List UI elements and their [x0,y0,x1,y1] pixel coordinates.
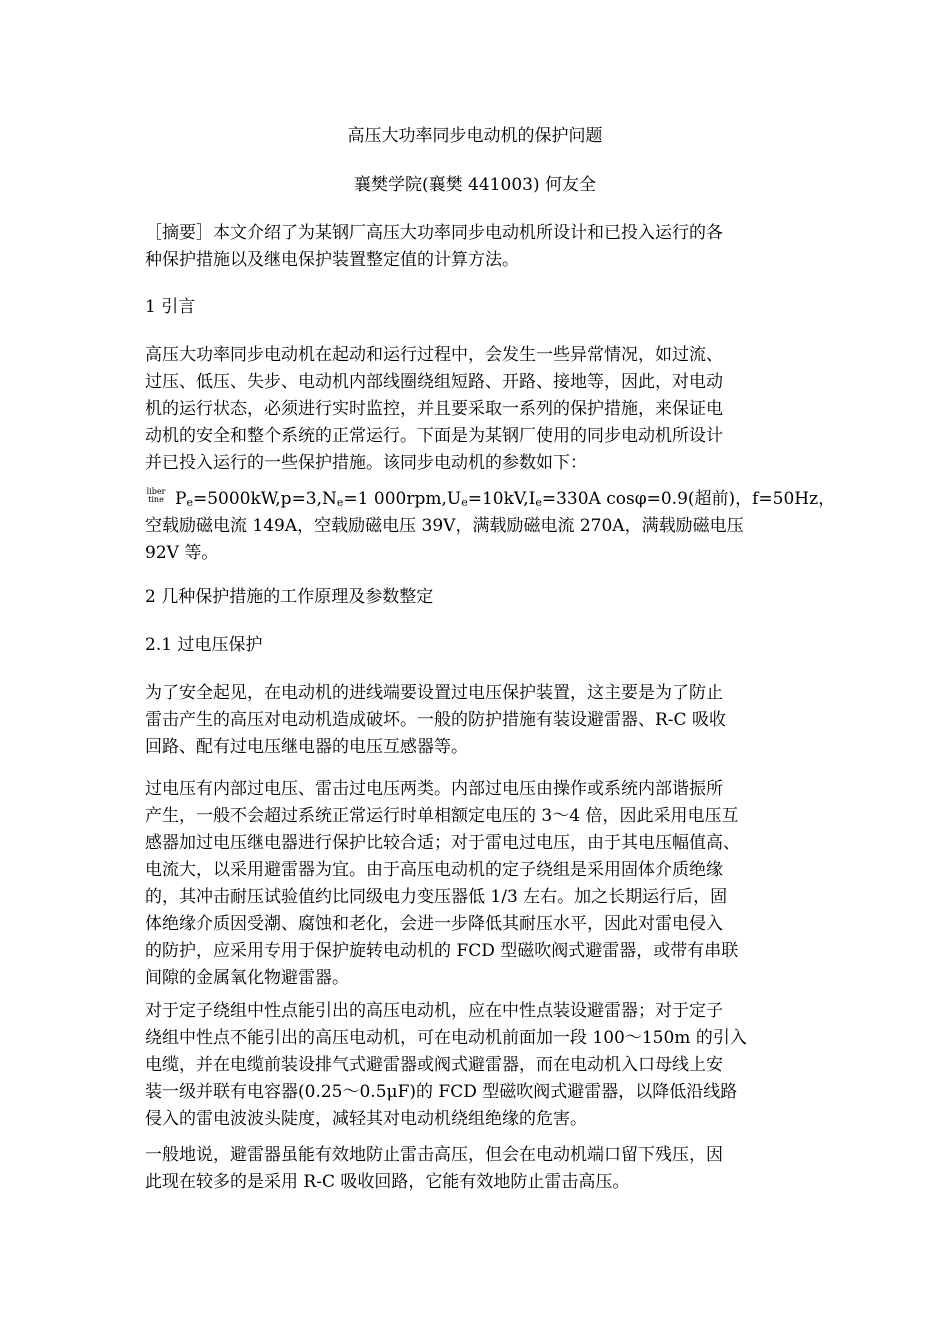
section-heading: 2 几种保护措施的工作原理及参数整定 [145,587,434,607]
subscript: e [535,496,542,509]
text-line: 一般地说，避雷器虽能有效地防止雷击高压，但会在电动机端口留下残压，因 [145,1145,723,1165]
text-line: 机的运行状态，必须进行实时监控，并且要采取一系列的保护措施，来保证电 [145,399,723,419]
text-line: 92V 等。 [145,543,219,563]
liberty-mark [145,488,167,504]
subscript: e [461,496,468,509]
text-line: 对于定子绕组中性点能引出的高压电动机，应在中性点装设避雷器；对于定子 [145,1001,723,1021]
text-line: 动机的安全和整个系统的正常运行。下面是为某钢厂使用的同步电动机所设计 [145,426,723,446]
author-line: 襄樊学院(襄樊 441003) 何友全 [354,175,596,195]
intro-paragraph [145,342,810,477]
text-line: 并已投入运行的一些保护措施。该同步电动机的参数如下： [145,453,587,473]
text-line: 产生，一般不会超过系统正常运行时单相额定电压的 3～4 倍，因此采用电压互 [145,806,739,826]
paragraph [145,998,810,1133]
paragraph [145,680,810,761]
text-line: 电缆，并在电缆前装设排气式避雷器或阀式避雷器，而在电动机入口母线上安 [145,1055,723,1075]
text-line: 的，其冲击耐压试验值约比同级电力变压器低 1/3 左右。加之长期运行后，固 [145,887,728,907]
text-line: 间隙的金属氧化物避雷器。 [145,968,349,988]
text-line: 侵入的雷电波波头陡度，减轻其对电动机绕组绝缘的危害。 [145,1109,587,1129]
text-line: ［摘要］本文介绍了为某钢厂高压大功率同步电动机所设计和已投入运行的各 [145,223,723,243]
subscript: e [336,496,344,509]
param-text: P [175,489,187,509]
text-line: 雷击产生的高压对电动机造成破坏。一般的防护措施有装设避雷器、R-C 吸收 [145,710,726,730]
text-line: 回路、配有过电压继电器的电压互感器等。 [145,737,468,757]
text-line: 感器加过电压继电器进行保护比较合适；对于雷电过电压，由于其电压幅值高、 [145,833,740,853]
text-line [145,486,836,513]
paragraph [145,1142,810,1196]
parameters-paragraph [145,486,836,567]
text-line: 高压大功率同步电动机在起动和运行过程中，会发生一些异常情况，如过流、 [145,345,723,365]
text-line: 体绝缘介质因受潮、腐蚀和老化，会进一步降低其耐压水平，因此对雷电侵入 [145,914,723,934]
param-text: =10kV,I [467,489,536,509]
text-line: 为了安全起见，在电动机的进线端要设置过电压保护装置，这主要是为了防止 [145,683,723,703]
text-line: 空载励磁电流 149A，空载励磁电压 39V，满载励磁电流 270A，满载励磁电压 [145,516,744,536]
paragraph [145,776,810,992]
param-text: =5000kW,p=3,N [192,489,337,509]
text-line: 绕组中性点不能引出的高压电动机，可在电动机前面加一段 100～150m 的引入 [145,1028,747,1048]
text-line: 此现在较多的是采用 R-C 吸收回路，它能有效地防止雷击高压。 [145,1172,630,1192]
text-line: 种保护措施以及继电保护装置整定值的计算方法。 [145,250,519,270]
param-text: =1 000rpm,U [343,489,462,509]
liberty-mark-top: liber [146,487,166,496]
liberty-mark-bottom: tine [148,495,164,504]
param-text: =330A cosφ=0.9(超前)，f=50Hz， [541,489,836,509]
subscript: e [186,496,193,509]
document-title: 高压大功率同步电动机的保护问题 [347,126,603,146]
text-line: 的防护，应采用专用于保护旋转电动机的 FCD 型磁吹阀式避雷器，或带有串联 [145,941,739,961]
text-line: 过压、低压、失步、电动机内部线圈绕组短路、开路、接地等，因此，对电动 [145,372,723,392]
section-heading: 1 引言 [145,297,196,317]
text-line: 电流大，以采用避雷器为宜。由于高压电动机的定子绕组是采用固体介质绝缘 [145,860,723,880]
abstract [145,220,810,274]
text-line: 过电压有内部过电压、雷击过电压两类。内部过电压由操作或系统内部谐振所 [145,779,723,799]
text-line: 装一级并联有电容器(0.25～0.5μF)的 FCD 型磁吹阀式避雷器，以降低沿线路 [145,1082,738,1102]
subsection-heading: 2.1 过电压保护 [145,635,263,655]
